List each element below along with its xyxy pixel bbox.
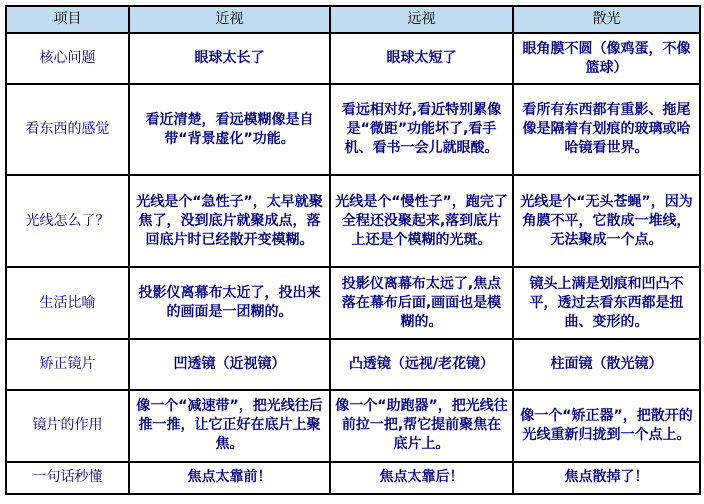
cell-myopia: 投影仪离幕布太近了，投出来的画面是一团糊的。 [129, 267, 330, 338]
header-item: 项目 [6, 6, 129, 33]
cell-myopia: 眼球太长了 [129, 33, 330, 84]
cell-hyperopia: 焦点太靠后！ [330, 462, 513, 494]
row-label: 镜片的作用 [6, 390, 129, 462]
cell-astigmatism: 柱面镜（散光镜） [513, 339, 700, 390]
row-label: 核心问题 [6, 33, 129, 84]
row-label: 矫正镜片 [6, 339, 129, 390]
row-summary [6, 462, 700, 494]
row-lens-function [6, 390, 700, 462]
row-label: 看东西的感觉 [6, 84, 129, 175]
header-row [6, 6, 700, 33]
cell-astigmatism: 镜头上满是划痕和凹凸不平，透过去看东西都是扭曲、变形的。 [513, 267, 700, 338]
cell-hyperopia: 眼球太短了 [330, 33, 513, 84]
row-corrective-lens [6, 339, 700, 390]
header-myopia: 近视 [129, 6, 330, 33]
cell-hyperopia: 投影仪离幕布太远了,焦点落在幕布后面,画面也是模糊的。 [330, 267, 513, 338]
cell-hyperopia: 凸透镜（远视/老花镜） [330, 339, 513, 390]
cell-myopia: 看近清楚，看远模糊像是自带“背景虚化”功能。 [129, 84, 330, 175]
cell-hyperopia: 像一个“助跑器”，把光线往前拉一把,帮它提前聚焦在底片上。 [330, 390, 513, 462]
row-label: 生活比喻 [6, 267, 129, 338]
cell-astigmatism: 像一个“矫正器”，把散开的光线重新归拢到一个点上。 [513, 390, 700, 462]
cell-astigmatism: 眼角膜不圆（像鸡蛋，不像篮球） [513, 33, 700, 84]
row-visual-feeling [6, 84, 700, 175]
cell-astigmatism: 看所有东西都有重影、拖尾像是隔着有划痕的玻璃或哈哈镜看世界。 [513, 84, 700, 175]
row-core-problem [6, 33, 700, 84]
cell-myopia: 光线是个“急性子”，太早就聚焦了，没到底片就聚成点，落回底片时已经散开变模糊。 [129, 175, 330, 267]
cell-astigmatism: 焦点散掉了！ [513, 462, 700, 494]
row-label: 光线怎么了？ [6, 175, 129, 267]
cell-myopia: 焦点太靠前！ [129, 462, 330, 494]
header-hyperopia: 远视 [330, 6, 513, 33]
row-life-analogy [6, 267, 700, 338]
comparison-table [5, 5, 701, 495]
header-astigmatism: 散光 [513, 6, 700, 33]
cell-myopia: 像一个“减速带”，把光线往后推一推，让它正好在底片上聚焦。 [129, 390, 330, 462]
cell-astigmatism: 光线是个“无头苍蝇”，因为角膜不平，它散成一堆线，无法聚成一个点。 [513, 175, 700, 267]
row-light-behavior [6, 175, 700, 267]
cell-hyperopia: 光线是个“慢性子”，跑完了全程还没聚起来,落到底片上还是个模糊的光斑。 [330, 175, 513, 267]
cell-myopia: 凹透镜（近视镜） [129, 339, 330, 390]
row-label: 一句话秒懂 [6, 462, 129, 494]
cell-hyperopia: 看远相对好,看近特别累像是“微距”功能坏了,看手机、看书一会儿就眼酸。 [330, 84, 513, 175]
